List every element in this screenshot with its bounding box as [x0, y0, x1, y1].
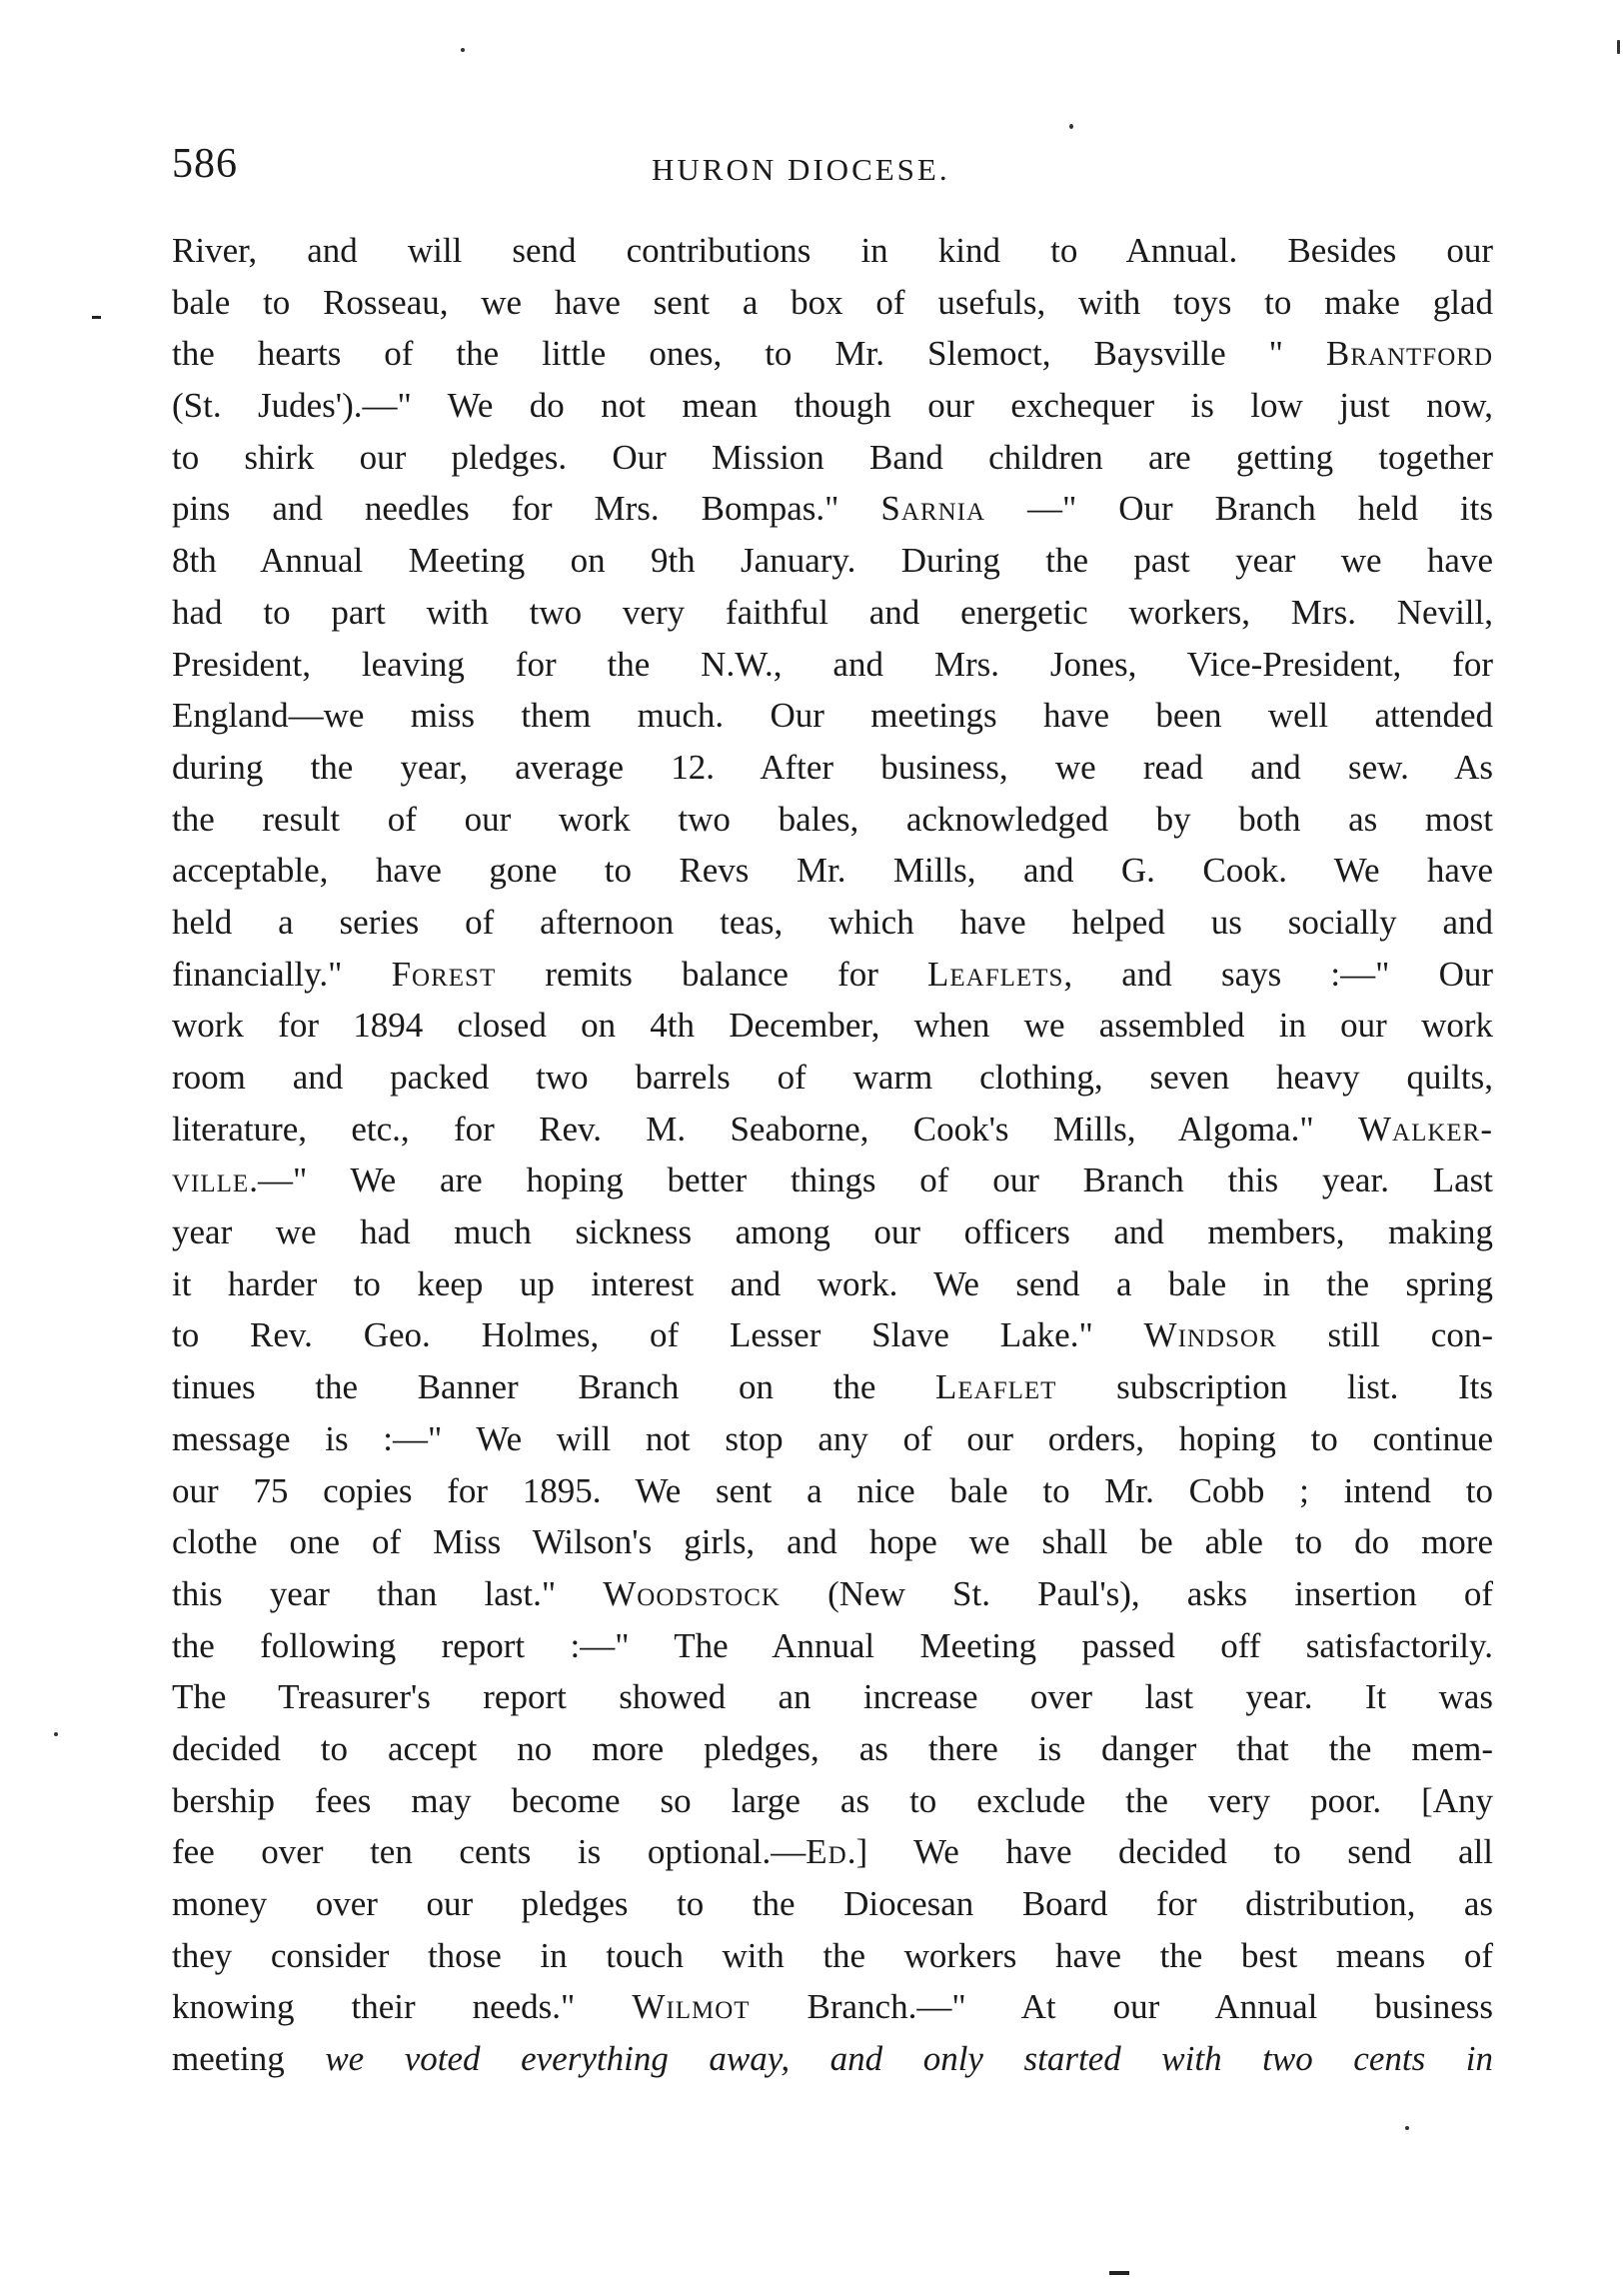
text-line: [172, 277, 1493, 329]
text-line: [172, 432, 1493, 484]
text-run: had to part with two very faithful and energetic workers, Mrs. Nevill,: [172, 592, 1493, 632]
text-run: acceptable, have gone to Revs Mr. Mills, and G. Cook. We have: [172, 851, 1493, 891]
scan-speck: [54, 1732, 58, 1736]
text-line: [172, 742, 1493, 794]
text-line: [172, 1826, 1493, 1878]
text-run: 8th Annual Meeting on 9th January. During the past year we have: [172, 541, 1493, 581]
page-number: 586: [172, 141, 238, 187]
text-line: [172, 483, 1493, 535]
text-run: still con-: [1276, 1315, 1493, 1355]
text-line: [172, 1206, 1493, 1258]
text-run: this year than last.": [172, 1573, 604, 1613]
text-line: [172, 1000, 1493, 1052]
text-run: work for 1894 closed on 4th December, when we assembled in our work: [172, 1006, 1493, 1046]
text-line: [172, 1723, 1493, 1775]
text-run: our 75 copies for 1895. We sent a nice bale to Mr. Cobb ; intend to: [172, 1470, 1493, 1510]
text-run: The Treasurer's report showed an increase over last year. It was: [172, 1677, 1493, 1717]
text-run: .—" We are hoping better things of our Branch this year. Last: [249, 1160, 1493, 1200]
small-caps-name: Brantford: [1325, 334, 1493, 374]
text-line: [172, 1361, 1493, 1413]
scan-speck: [1617, 40, 1620, 54]
text-line: [172, 1052, 1493, 1104]
italic-text: we voted everything away, and only started with two cents in: [325, 2039, 1493, 2079]
text-run: literature, etc., for Rev. M. Seaborne, Cook's Mills, Algoma.": [172, 1109, 1358, 1148]
text-run: decided to accept no more pledges, as there is danger that the mem-: [172, 1728, 1493, 1768]
small-caps-name: Wilmot: [632, 1987, 751, 2027]
text-line: [172, 949, 1493, 1001]
text-line: [172, 639, 1493, 691]
small-caps-name: ville: [172, 1160, 250, 1200]
text-run: —" Our Branch held its: [985, 489, 1494, 529]
text-line: [172, 1154, 1493, 1206]
scan-speck: [1405, 2126, 1409, 2130]
text-line: [172, 380, 1493, 432]
text-line: [172, 1104, 1493, 1155]
text-run: meeting: [172, 2039, 326, 2079]
text-line: [172, 587, 1493, 639]
text-run: the following report :—" The Annual Meeting passed off satisfactorily.: [172, 1625, 1493, 1665]
text-run: subscription list. Its: [1056, 1367, 1493, 1407]
text-run: they consider those in touch with the workers have the best means of: [172, 1935, 1493, 1975]
small-caps-name: Ed: [806, 1832, 847, 1872]
scan-mark: [1109, 2271, 1129, 2275]
running-head: HURON DIOCESE.: [652, 152, 950, 187]
text-run: , and says :—" Our: [1063, 954, 1494, 994]
text-line: [172, 1465, 1493, 1517]
text-run: to Rev. Geo. Holmes, of Lesser Slave Lake.": [172, 1315, 1144, 1355]
scan-speck: [1069, 124, 1073, 129]
text-run: fee over ten cents is optional.—: [172, 1832, 807, 1872]
text-line: [172, 1981, 1493, 2033]
text-run: England—we miss them much. Our meetings have been well attended: [172, 696, 1493, 736]
text-line: [172, 897, 1493, 949]
text-run: (St. Judes').—" We do not mean though our exchequer is low just now,: [172, 386, 1493, 426]
text-run: room and packed two barrels of warm clothing, seven heavy quilts,: [172, 1058, 1493, 1097]
text-run: Branch.—" At our Annual business: [750, 1987, 1493, 2027]
text-line: [172, 1620, 1493, 1672]
scan-speck: [461, 48, 465, 52]
text-line: [172, 535, 1493, 587]
text-line: [172, 845, 1493, 897]
small-caps-name: Windsor: [1143, 1315, 1277, 1355]
text-run: pins and needles for Mrs. Bompas.": [172, 489, 881, 529]
small-caps-name: Walker-: [1357, 1109, 1493, 1148]
text-run: President, leaving for the N.W., and Mrs. Jones, Vice-President, for: [172, 644, 1493, 684]
body-text: [172, 225, 1493, 2085]
text-line: [172, 1309, 1493, 1361]
text-run: tinues the Banner Branch on the: [172, 1367, 936, 1407]
text-run: the hearts of the little ones, to Mr. Slemoct, Baysville ": [172, 334, 1326, 374]
text-run: remits balance for: [496, 954, 928, 994]
page-header: [172, 140, 1493, 200]
text-line: [172, 328, 1493, 380]
text-run: money over our pledges to the Diocesan Board for distribution, as: [172, 1884, 1493, 1923]
text-run: .] We have decided to send all: [846, 1832, 1493, 1872]
text-line: [172, 1878, 1493, 1930]
small-caps-name: Leaflets: [927, 954, 1064, 994]
text-run: (New St. Paul's), asks insertion of: [780, 1573, 1493, 1613]
small-caps-name: Forest: [391, 954, 497, 994]
text-run: message is :—" We will not stop any of our orders, hoping to continue: [172, 1418, 1493, 1458]
text-run: knowing their needs.": [172, 1987, 633, 2027]
text-run: bership fees may become so large as to exclude the very poor. [Any: [172, 1780, 1493, 1820]
small-caps-name: Sarnia: [880, 489, 986, 529]
text-run: River, and will send contributions in kind to Annual. Besides our: [172, 231, 1493, 270]
text-run: year we had much sickness among our officers and members, making: [172, 1212, 1493, 1252]
text-line: [172, 1671, 1493, 1723]
small-caps-name: Leaflet: [935, 1367, 1057, 1407]
text-run: to shirk our pledges. Our Mission Band children are getting together: [172, 437, 1493, 477]
text-line: [172, 1516, 1493, 1568]
text-line: [172, 690, 1493, 742]
text-line: [172, 1413, 1493, 1465]
text-line: [172, 1568, 1493, 1620]
small-caps-name: Woodstock: [603, 1573, 781, 1613]
text-line: [172, 1775, 1493, 1827]
text-run: the result of our work two bales, acknowledged by both as most: [172, 799, 1493, 839]
scan-mark: [92, 316, 101, 319]
text-line: [172, 225, 1493, 277]
text-run: held a series of afternoon teas, which have helped us socially and: [172, 902, 1493, 942]
text-line: [172, 1930, 1493, 1982]
text-run: during the year, average 12. After business, we read and sew. As: [172, 747, 1493, 787]
text-run: financially.": [172, 954, 392, 994]
text-line: [172, 794, 1493, 846]
text-run: bale to Rosseau, we have sent a box of usefuls, with toys to make glad: [172, 282, 1493, 322]
text-run: it harder to keep up interest and work. We send a bale in the spring: [172, 1263, 1493, 1303]
text-run: clothe one of Miss Wilson's girls, and hope we shall be able to do more: [172, 1522, 1493, 1562]
text-line: [172, 2033, 1493, 2085]
text-line: [172, 1258, 1493, 1310]
